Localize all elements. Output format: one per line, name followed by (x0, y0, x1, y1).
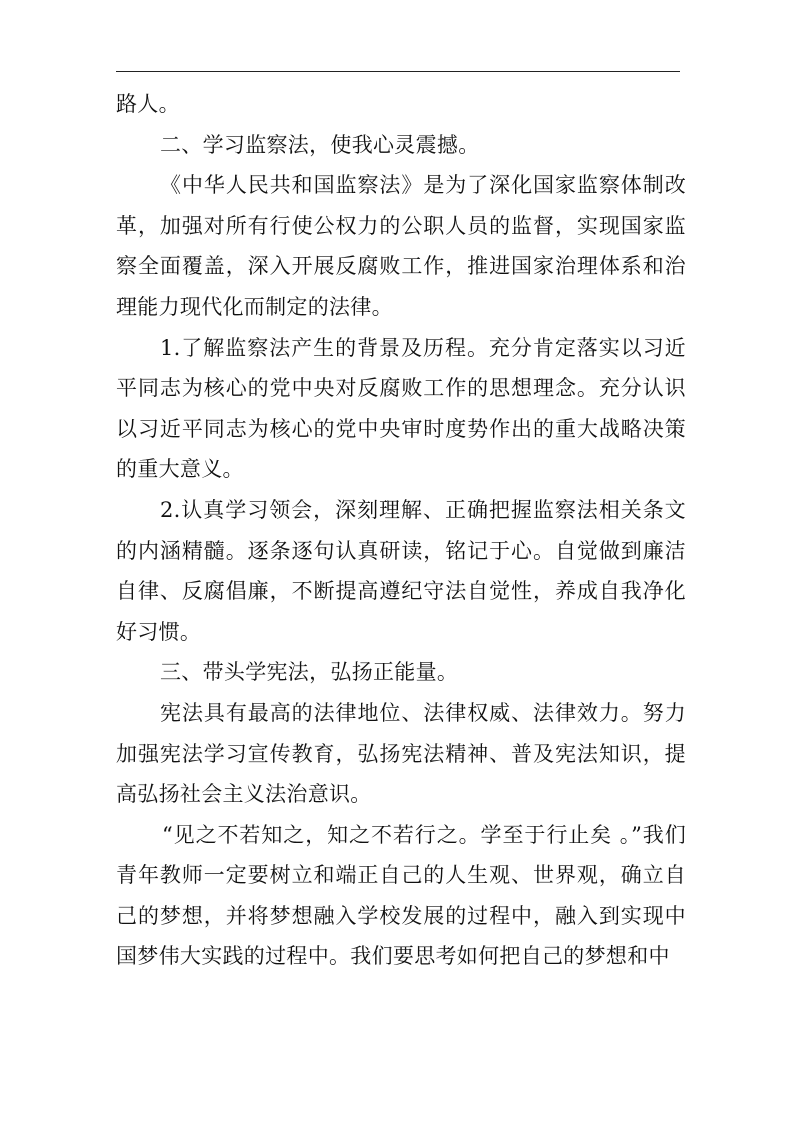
paragraph-supervision-law-intro: 《中华人民共和国监察法》是为了深化国家监察体制改革，加强对所有行使公权力的公职人员的监督，实现国家监察全面覆盖，深入开展反腐败工作，推进国家治理体系和治理能力现代化而制定的法律。 (116, 173, 686, 319)
list-item-1: 1.了解监察法产生的背景及历程。充分肯定落实以习近平同志为核心的党中央对反腐败工作的思想理念。充分认识以习近平同志为核心的党中央审时度势作出的重大战略决策的重大意义。 (116, 335, 686, 482)
document-body (116, 84, 686, 977)
list-item-2: 2.认真学习领会，深刻理解、正确把握监察法相关条文的内涵精髓。逐条逐句认真研读，铭记于心。自觉做到廉洁自律、反腐倡廉，不断提高遵纪守法自觉性，养成自我净化好习惯。 (116, 497, 686, 644)
section-heading-2: 二、学习监察法，使我心灵震撼。 (160, 132, 480, 157)
section-heading-3: 三、带头学宪法，弘扬正能量。 (160, 660, 459, 685)
paragraph-quote: “见之不若知之，知之不若行之。学至于行止矣 。”我们青年教师一定要树立和端正自己的人生观、世界观，确立自己的梦想，并将梦想融入学校发展的过程中，融入到实现中国梦伟大实践的过程中。我们要思考如何把自己的梦想和中 (116, 822, 686, 969)
header-rule (116, 71, 680, 72)
paragraph-constitution: 宪法具有最高的法律地位、法律权威、法律效力。努力加强宪法学习宣传教育，弘扬宪法精神、普及宪法知识，提高弘扬社会主义法治意识。 (116, 700, 686, 807)
paragraph-continuation: 路人。 (116, 92, 180, 116)
